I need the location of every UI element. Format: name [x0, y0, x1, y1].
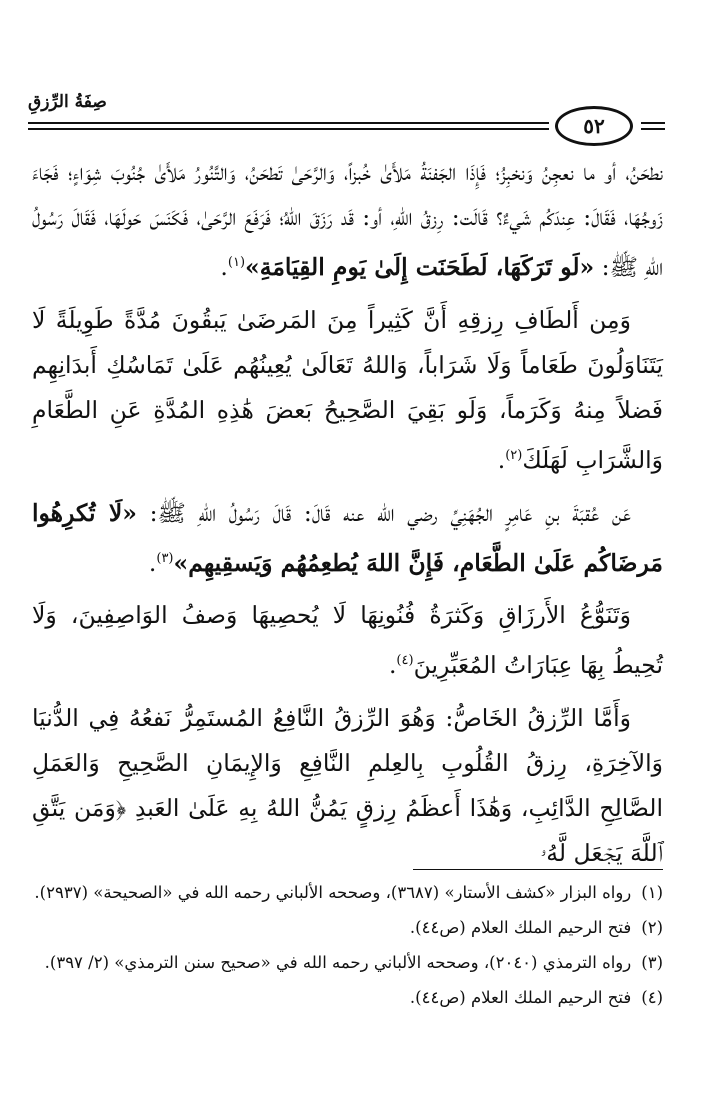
footnote [32, 878, 663, 907]
footnotes [32, 878, 663, 1018]
footnote-ref: (٢) [505, 447, 523, 463]
paragraph: عَن عُقبَةَ بنِ عَامِرٍ الجُهَنِيِّ رضي الله عنه قَالَ: قَالَ رَسُولُ اللهِ ﷺ: «لَا تُكرِهُوا مَرضَاكُم عَلَىٰ الطَّعَامِ، فَإِنَّ اللهَ يُطعِمُهُم وَيَسقِيهِم»$^{(٣)}$. [32, 498, 663, 577]
header-rule [28, 128, 549, 130]
hadith-quote: «لَو تَرَكَهَا، لَطَحَنَت إِلَىٰ يَومِ القِيَامَةِ» [245, 252, 595, 281]
footnote-text: فتح الرحيم الملك العلام (ص٤٤). [409, 988, 632, 1007]
footnote-ref: (١) [227, 255, 246, 270]
paragraph-text: وَتَنَوُّعُ الأَرزَاقِ وَكَثرَةُ فُنُونِهَا لَا يُحصِيهَا وَصفُ الوَاصِفِينَ، وَلَا تُحِيطُ بِهَا عِبَارَاتُ المُعَبِّرِينَ [32, 601, 663, 680]
running-title: صِفَةُ الرِّزقِ [28, 92, 107, 112]
body-text [32, 150, 663, 884]
paragraph: نطحَنُ، أو ما نعجِنُ وَنخبِزُ؛ فَإِذَا الجَفنَةُ مَلأَىٰ خُبزاً، وَالرَّحَىٰ تَطحَنُ، وَالتَّنُورُ مَلأَىٰ جُنُوبَ شِوَاءٍ؛ فَجَاءَ زَوجُهَا، فَقَالَ: عِندَكُم شَيءٌ؟ قَالَت: رِزقُ اللهِ، أو: قَد رَزَقَ اللهُ؛ فَرَفَعَ الرَّحَىٰ، فَكَنَسَ حَولَهَا، فَقَالَ رَسُولُ اللهِ ﷺ: «لَو تَرَكَهَا، لَطَحَنَت إِلَىٰ يَومِ القِيَامَةِ»$^{(١)}$. [32, 158, 663, 281]
hadith-quote: «لَا تُكرِهُوا مَرضَاكُم عَلَىٰ الطَّعَامِ، فَإِنَّ اللهَ يُطعِمُهُم وَيَسقِيهِم» [32, 498, 663, 577]
paragraph: وَمِن أَلطَافِ رِزقِهِ أَنَّ كَثِيراً مِنَ المَرضَىٰ يَبقُونَ مُدَّةً طَوِيلَةً لَا يَتَنَاوَلُونَ طَعَاماً وَلَا شَرَاباً، وَاللهُ تَعَالَىٰ يُعِينُهُم عَلَىٰ تَمَاسُكِ أَبدَانِهِم فَضلاً مِنهُ وَكَرَماً، وَلَو بَقِيَ الصَّحِيحُ بَعضَ هَٰذِهِ المُدَّةِ عَنِ الطَّعَامِ وَالشَّرَابِ لَهَلَكَ$^{(٢)}$. [32, 305, 663, 474]
paragraph-text: نطحَنُ، أو ما نعجِنُ وَنخبِزُ؛ فَإِذَا الجَفنَةُ مَلأَىٰ خُبزاً، وَالرَّحَىٰ تَطحَنُ، وَالتَّنُورُ مَلأَىٰ جُنُوبَ شِوَاءٍ؛ فَجَاءَ زَوجُهَا، فَقَالَ: عِندَكُم شَيءٌ؟ قَالَت: رِزقُ اللهِ، أو: قَد رَزَقَ اللهُ؛ فَرَفَعَ الرَّحَىٰ، فَكَنَسَ حَولَهَا، فَقَالَ رَسُولُ اللهِ ﷺ: [32, 158, 663, 281]
header-rule [28, 122, 549, 124]
paragraph: وَتَنَوُّعُ الأَرزَاقِ وَكَثرَةُ فُنُونِهَا لَا يُحصِيهَا وَصفُ الوَاصِفِينَ، وَلَا تُحِيطُ بِهَا عِبَارَاتُ المُعَبِّرِينَ$^{(٤)}$. [32, 601, 663, 680]
footnote-text: رواه الترمذي (٢٠٤٠)، وصححه الألباني رحمه الله في «صحيح سنن الترمذي» (٢/ ٣٩٧). [44, 953, 632, 972]
header-dash [641, 128, 665, 130]
footnote [32, 983, 663, 1012]
footnote-number: (٤) [641, 988, 663, 1007]
footnote-ref: (٣) [156, 550, 174, 566]
footnote-text: رواه البزار «كشف الأستار» (٣٦٨٧)، وصححه الألباني رحمه الله في «الصحيحة» (٢٩٣٧). [34, 883, 632, 902]
paragraph-text: عَن عُقبَةَ بنِ عَامِرٍ الجُهَنِيِّ رضي الله عنه قَالَ: قَالَ رَسُولُ اللهِ ﷺ: [136, 498, 631, 527]
header-dash [641, 122, 665, 124]
footnote-number: (٣) [641, 953, 663, 972]
footnote-separator [413, 869, 663, 870]
paragraph [32, 696, 663, 876]
paragraph-text: وَمِن أَلطَافِ رِزقِهِ أَنَّ كَثِيراً مِنَ المَرضَىٰ يَبقُونَ مُدَّةً طَوِيلَةً لَا يَتَنَاوَلُونَ طَعَاماً وَلَا شَرَاباً، وَاللهُ تَعَالَىٰ يُعِينُهُم عَلَىٰ تَمَاسُكِ أَبدَانِهِم فَضلاً مِنهُ وَكَرَماً، وَلَو بَقِيَ الصَّحِيحُ بَعضَ هَٰذِهِ المُدَّةِ عَنِ الطَّعَامِ وَالشَّرَابِ لَهَلَكَ [32, 305, 663, 474]
footnote-number: (١) [641, 883, 663, 902]
page-number-badge [555, 106, 633, 146]
footnote-ref: (٤) [396, 653, 414, 669]
paragraph-text: وَأَمَّا الرِّزقُ الخَاصُّ: وَهُوَ الرِّزقُ النَّافِعُ المُستَمِرُّ نَفعُهُ فِي الدُّنيَا وَالآخِرَةِ، رِزقُ القُلُوبِ بِالعِلمِ النَّافِعِ وَالإِيمَانِ الصَّحِيحِ وَالعَمَلِ الصَّالِحِ الدَّائِبِ، وَهَٰذَا أَعظَمُ رِزقٍ يَمُنُّ اللهُ بِهِ عَلَىٰ العَبدِ ﴿وَمَن يَتَّقِ ٱللَّهَ يَجۡعَل لَّهُۥ [32, 704, 663, 868]
page-number: ٥٢ [555, 106, 633, 146]
footnote [32, 913, 663, 942]
footnote [32, 948, 663, 977]
footnote-number: (٢) [641, 918, 663, 937]
footnote-text: فتح الرحيم الملك العلام (ص٤٤). [409, 918, 632, 937]
